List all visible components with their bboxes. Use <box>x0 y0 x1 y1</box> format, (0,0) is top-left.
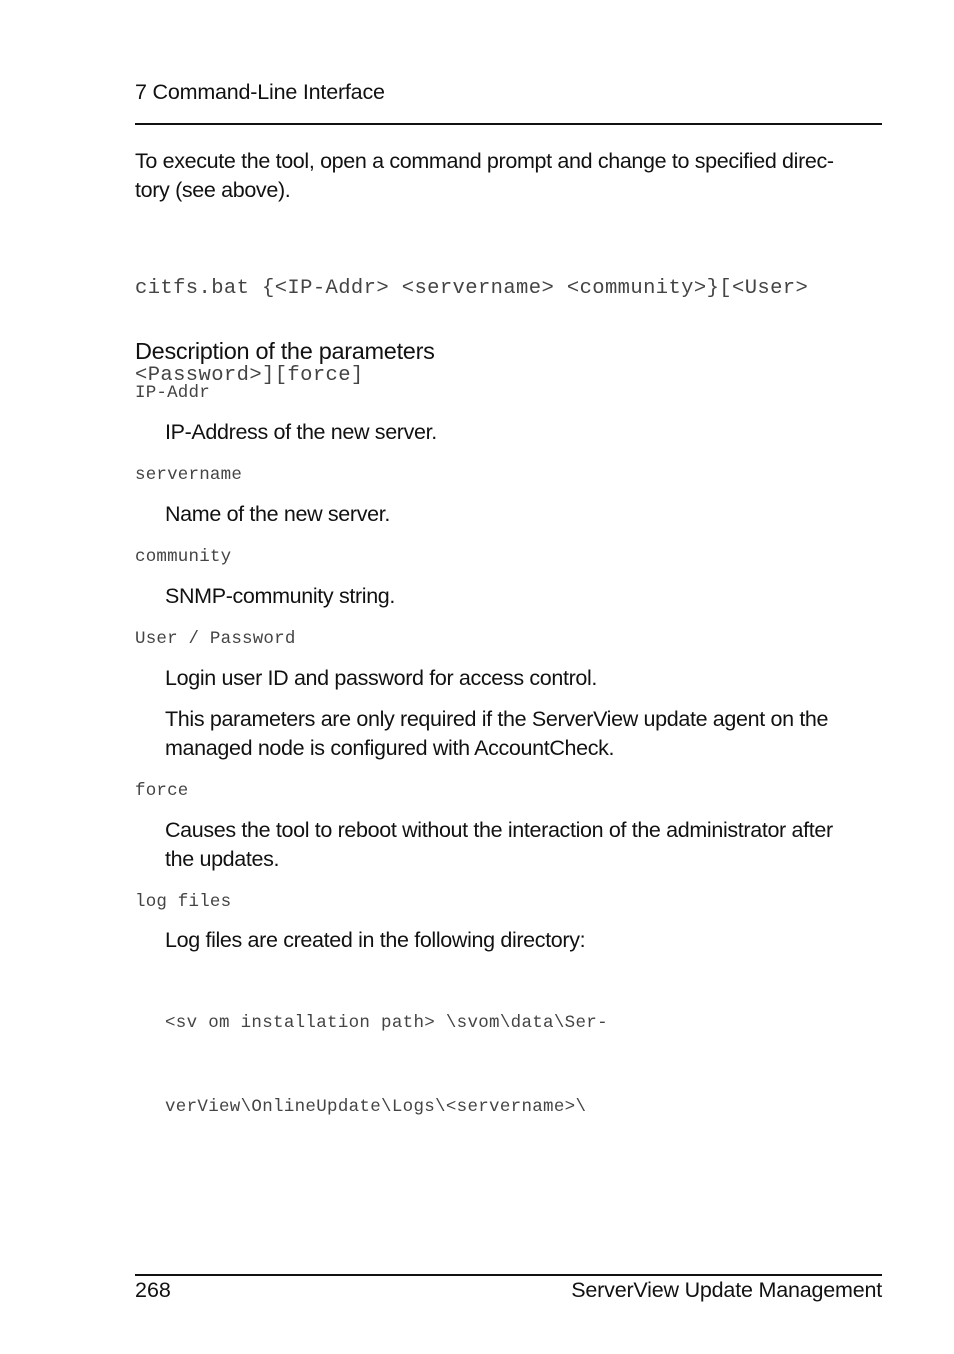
parameter-term: log files <box>135 892 232 912</box>
parameter-term: community <box>135 547 232 567</box>
parameter-description <box>165 582 882 611</box>
parameter-description <box>165 816 882 874</box>
path-line: <sv om installation path> \svom\data\Ser- <box>165 1013 608 1033</box>
description-line: managed node is configured with AccountCheck. <box>165 736 615 760</box>
description-line: Log files are created in the following directory: <box>165 928 586 952</box>
footer-rule <box>135 1274 882 1276</box>
description-line: Login user ID and password for access control. <box>165 666 598 690</box>
command-line: <Password>][force] <box>135 364 364 387</box>
parameter-term: IP-Addr <box>135 383 210 403</box>
parameter-term: servername <box>135 465 243 485</box>
description-line: Name of the new server. <box>165 502 390 526</box>
parameter-description <box>165 705 882 763</box>
parameter-description <box>165 418 882 447</box>
parameter-description <box>165 926 882 955</box>
document-page <box>135 0 882 1354</box>
parameter-description <box>165 664 882 693</box>
description-line: IP-Address of the new server. <box>165 420 437 444</box>
command-syntax <box>135 216 808 448</box>
intro-line: tory (see above). <box>135 178 291 202</box>
document-title: ServerView Update Management <box>571 1278 882 1302</box>
intro-line: To execute the tool, open a command prompt and change to specified direc- <box>135 149 834 173</box>
section-heading: Description of the parameters <box>135 338 435 364</box>
description-line: Causes the tool to reboot without the interaction of the administrator after <box>165 818 833 842</box>
description-line: This parameters are only required if the ServerView update agent on the <box>165 707 829 731</box>
intro-paragraph <box>135 147 882 205</box>
description-line: the updates. <box>165 847 280 871</box>
chapter-header: 7 Command-Line Interface <box>135 80 385 104</box>
page-number: 268 <box>135 1278 171 1302</box>
command-line: citfs.bat {<IP-Addr> <servername> <community>}[<User> <box>135 277 809 300</box>
parameter-term: User / Password <box>135 629 296 649</box>
path-line: verView\OnlineUpdate\Logs\<servername>\ <box>165 1097 587 1117</box>
log-directory-path <box>165 953 608 1177</box>
parameter-term: force <box>135 781 189 801</box>
description-line: SNMP-community string. <box>165 584 396 608</box>
header-rule <box>135 123 882 125</box>
parameter-description <box>165 500 882 529</box>
